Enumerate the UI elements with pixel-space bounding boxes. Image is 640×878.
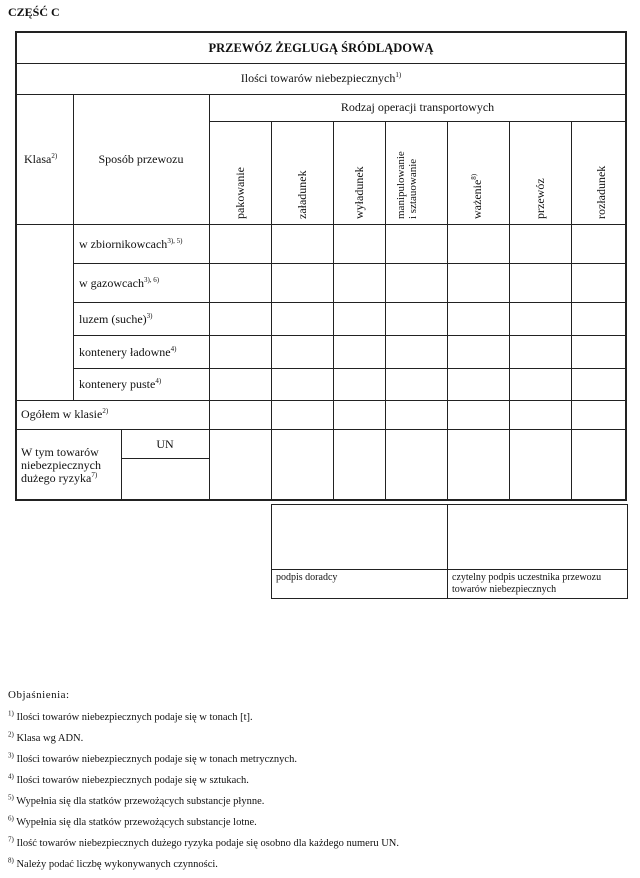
note-item: $^{6)}$ Wypełnia się dla statków przewożących substancje lotne. bbox=[8, 814, 257, 828]
op-wyladunek: wyładunek bbox=[352, 166, 366, 219]
part-label: CZĘŚĆ C bbox=[8, 5, 60, 19]
un-label: UN bbox=[156, 437, 174, 451]
op-zaladunek: załadunek bbox=[295, 170, 309, 219]
notes-heading: Objaśnienia: bbox=[8, 689, 70, 701]
note-item: $^{7)}$ Ilość towarów niebezpiecznych dużego ryzyka podaje się osobno dla każdego numeru UN. bbox=[8, 835, 400, 849]
advisor-signature-label: podpis doradcy bbox=[276, 572, 338, 583]
note-item: $^{2)}$ Klasa wg ADN. bbox=[8, 730, 84, 744]
ogolem-label: Ogółem w klasie$^{2)}$ bbox=[21, 407, 109, 421]
note-item: $^{5)}$ Wypełnia się dla statków przewożących substancje płynne. bbox=[8, 793, 265, 807]
sposob-header: Sposób przewozu bbox=[98, 152, 184, 166]
wtym-label: W tym towarów niebezpiecznych dużego ryzyka$^{7)}$ bbox=[21, 445, 101, 485]
form-subtitle: Ilości towarów niebezpiecznych$^{1)}$ bbox=[240, 71, 402, 85]
row-label: w gazowcach$^{3), 6)}$ bbox=[79, 276, 160, 290]
row-label: kontenery ładowne$^{4)}$ bbox=[79, 345, 177, 359]
klasa-header: Klasa$^{2)}$ bbox=[24, 152, 58, 166]
op-wazenie: ważenie$^{8)}$ bbox=[470, 173, 484, 219]
note-item: $^{4)}$ Ilości towarów niebezpiecznych podaje się w sztukach. bbox=[8, 772, 249, 786]
rodzaj-header: Rodzaj operacji transportowych bbox=[340, 100, 495, 114]
note-item: $^{3)}$ Ilości towarów niebezpiecznych podaje się w tonach metrycznych. bbox=[8, 751, 297, 765]
row-label: w zbiornikowcach$^{3), 5)}$ bbox=[79, 237, 183, 251]
note-item: $^{8)}$ Należy podać liczbę wykonywanych czynności. bbox=[8, 856, 218, 870]
note-item: $^{1)}$ Ilości towarów niebezpiecznych podaje się w tonach [t]. bbox=[8, 709, 253, 723]
op-rozladunek: rozładunek bbox=[594, 165, 608, 219]
row-label: kontenery puste$^{4)}$ bbox=[79, 377, 162, 391]
row-label: luzem (suche)$^{3)}$ bbox=[79, 312, 153, 326]
op-przewoz: przewóz bbox=[533, 178, 547, 219]
op-pakowanie: pakowanie bbox=[233, 167, 247, 219]
op-manipulowanie: manipulowanie i sztauowanie bbox=[395, 151, 419, 219]
form-title: PRZEWÓZ ŻEGLUGĄ ŚRÓDLĄDOWĄ bbox=[208, 41, 434, 55]
participant-signature-label: czytelny podpis uczestnika przewozu towarów niebezpiecznych bbox=[452, 572, 602, 595]
